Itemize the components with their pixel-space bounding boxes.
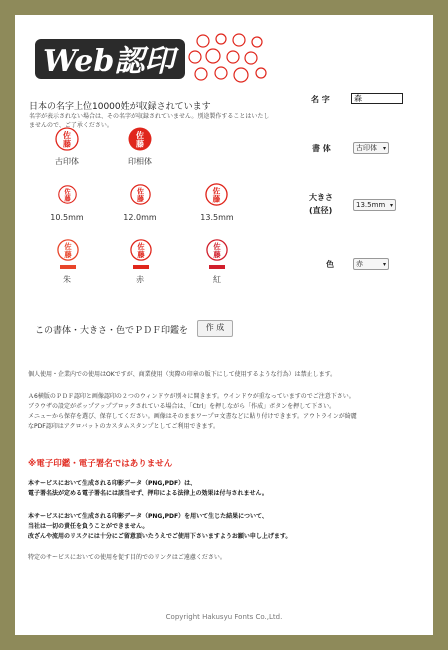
font-label: 書 体 <box>312 144 331 153</box>
color-select-value: 赤 <box>356 260 363 268</box>
warning-heading: ※電子印鑑・電子署名ではありません <box>28 459 173 469</box>
copyright: Copyright Hakusyu Fonts Co.,Ltd. <box>165 613 283 621</box>
chevron-down-icon: ▾ <box>382 261 386 268</box>
notice-legal-line-2: 電子署名法が定める電子署名には該当せず、押印による法律上の効果は付与されません。 <box>28 490 268 497</box>
svg-text:佐: 佐 <box>213 242 221 252</box>
notice-legal-line-1: 本サービスにおいて生成される印影データ（PNG,PDF）は、 <box>28 480 197 487</box>
svg-text:藤: 藤 <box>137 195 144 204</box>
seal-sample-shu <box>57 239 79 265</box>
color-label-aka: 赤 <box>136 275 144 284</box>
font-select-value: 古印体 <box>356 144 377 152</box>
svg-text:佐: 佐 <box>64 188 71 196</box>
name-label: 名 字 <box>311 95 330 104</box>
name-input[interactable]: 森 <box>351 93 403 104</box>
notice-windows <box>28 392 423 432</box>
notice-liability <box>28 512 423 542</box>
notice-liability-line-2: 当社は一切の責任を負うことができません。 <box>28 523 149 530</box>
web-mitomein-logo <box>35 29 271 87</box>
seal-sample-beni <box>206 239 228 265</box>
color-swatch-aka <box>133 265 149 269</box>
size-label-10-5mm: 10.5mm <box>50 213 84 222</box>
font-select[interactable] <box>353 142 389 154</box>
size-select[interactable] <box>353 199 396 211</box>
chevron-down-icon: ▾ <box>382 145 386 152</box>
notice-liability-line-1: 本サービスにおいて生成される印影データ（PNG,PDF）を用いて生じた結果について、 <box>28 513 268 520</box>
notice-windows-line-3: メニューから保存を選び、保存してください。画像はそのままワープロ文書などに貼り付けできます。アウトラインが綺麗 <box>28 413 357 420</box>
notice-windows-line-4: なPDF認印はアクロバットのカスタムスタンプとしてご利用できます。 <box>28 423 220 430</box>
svg-text:佐: 佐 <box>136 131 144 140</box>
size-label-12-0mm: 12.0mm <box>123 213 157 222</box>
seal-sample-koinntai <box>55 127 79 155</box>
notice-links: 特定のサービスにおいての使用を促す目的でのリンクはご遠慮ください。 <box>28 554 226 561</box>
seal-sample-12-0mm <box>130 184 151 209</box>
color-swatch-shu <box>60 265 76 269</box>
svg-text:藤: 藤 <box>213 249 221 259</box>
svg-text:藤: 藤 <box>136 139 144 149</box>
color-label-beni: 紅 <box>213 275 221 284</box>
page <box>15 15 433 635</box>
seal-sample-aka <box>130 239 152 265</box>
notice-windows-line-1: Ａ6横版のＰＤＦ認印と画像認印の２つのウィンドウが別々に開きます。ウインドウが重なっていますのでご注意下さい。 <box>28 393 355 400</box>
logo-text: Web認印 <box>43 44 175 79</box>
svg-text:藤: 藤 <box>137 249 145 259</box>
svg-text:佐: 佐 <box>63 131 71 140</box>
chevron-down-icon: ▾ <box>389 202 393 209</box>
seal-sample-insoutai <box>128 127 152 155</box>
size-select-value: 13.5mm <box>356 201 386 209</box>
seal-sample-13-5mm <box>205 183 228 210</box>
color-swatch-beni <box>209 265 225 269</box>
notice-liability-line-3: 改ざんや流用のリスクには十分にご留意頂いたうえでご使用下さいますようお願い申し上げます。 <box>28 533 292 540</box>
color-label: 色 <box>326 260 334 269</box>
intro-title: 日本の名字上位10000姓が収録されています <box>29 102 211 112</box>
svg-text:佐: 佐 <box>137 242 145 252</box>
svg-text:藤: 藤 <box>64 195 71 203</box>
size-label: 大きさ <box>309 193 333 202</box>
svg-text:佐: 佐 <box>212 186 221 196</box>
notice-usage: 個人使用・企業内での使用はOKですが、商業使用（実際の印章の版下にして使用するような行為）は禁止します。 <box>28 371 337 378</box>
font-label-koinntai: 古印体 <box>55 157 79 166</box>
notice-legal <box>28 479 423 499</box>
create-prompt: この書体・大きさ・色でＰＤＦ印鑑を <box>35 326 189 336</box>
color-select[interactable] <box>353 258 389 270</box>
create-button[interactable]: 作 成 <box>197 320 233 337</box>
svg-text:藤: 藤 <box>64 249 72 259</box>
svg-text:佐: 佐 <box>64 242 72 252</box>
seal-sample-10-5mm <box>58 185 77 208</box>
font-label-insoutai: 印相体 <box>128 157 152 166</box>
svg-text:藤: 藤 <box>212 194 221 204</box>
svg-text:藤: 藤 <box>63 139 71 149</box>
intro-note: 名字が表示されない場合は、その名字が収録されていません。別途製作することはいたしませんので、ご了承ください。 <box>29 113 270 129</box>
color-label-shu: 朱 <box>63 275 71 284</box>
svg-text:佐: 佐 <box>137 187 144 196</box>
size-label-diameter: (直径) <box>309 206 333 215</box>
size-label-13-5mm: 13.5mm <box>200 213 234 222</box>
notice-windows-line-2: ブラウザの設定がポップアップブロックされている場合は、「Ctrl」を押しながら「作成」ボタンを押して下さい。 <box>28 403 336 410</box>
